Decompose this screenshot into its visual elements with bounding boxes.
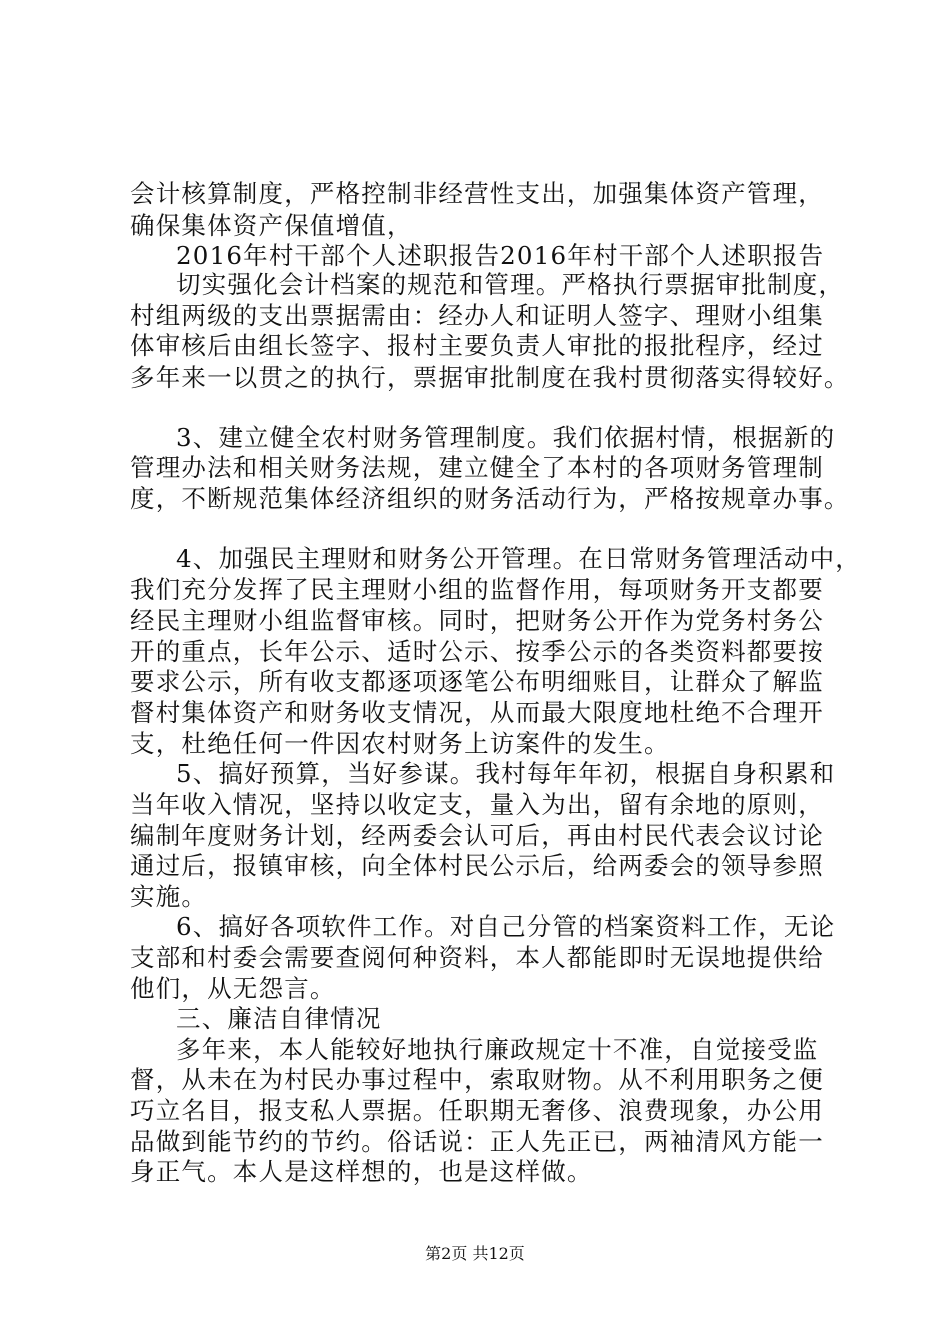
text-line: 6、搞好各项软件工作。对自己分管的档案资料工作，无论	[176, 912, 836, 941]
text-line: 多年来一以贯之的执行，票据审批制度在我村贯彻落实得较好。	[130, 363, 850, 392]
text-line: 身正气。本人是这样想的，也是这样做。	[130, 1157, 593, 1186]
text-line: 实施。	[130, 882, 208, 911]
text-line: 村组两级的支出票据需由：经办人和证明人签字、理财小组集	[130, 301, 824, 330]
text-line: 2016年村干部个人述职报告2016年村干部个人述职报告	[176, 241, 825, 270]
text-line: 支部和村委会需要查阅何种资料，本人都能即时无误地提供给	[130, 943, 824, 972]
text-line: 督，从未在为村民办事过程中，索取财物。从不利用职务之便	[130, 1065, 824, 1094]
text-line: 会计核算制度，严格控制非经营性支出，加强集体资产管理，	[130, 179, 824, 208]
page-number-footer: 第2页 共12页	[425, 1244, 525, 1263]
text-line: 巧立名目，报支私人票据。任职期无奢侈、浪费现象，办公用	[130, 1096, 824, 1125]
text-line: 支，杜绝任何一件因农村财务上访案件的发生。	[130, 729, 670, 758]
text-line: 度，不断规范集体经济组织的财务活动行为，严格按规章办事。	[130, 484, 850, 513]
text-line: 管理办法和相关财务法规，建立健全了本村的各项财务管理制	[130, 453, 824, 482]
text-line: 切实强化会计档案的规范和管理。严格执行票据审批制度，	[176, 270, 845, 299]
text-line: 5、搞好预算，当好参谋。我村每年年初，根据自身积累和	[176, 759, 836, 788]
text-line: 我们充分发挥了民主理财小组的监督作用，每项财务开支都要	[130, 575, 824, 604]
text-line: 当年收入情况，坚持以收定支，量入为出，留有余地的原则，	[130, 790, 824, 819]
text-line: 他们，从无怨言。	[130, 974, 336, 1003]
text-line: 体审核后由组长签字、报村主要负责人审批的报批程序，经过	[130, 331, 824, 360]
section-heading: 三、廉洁自律情况	[176, 1004, 382, 1033]
text-line: 开的重点，长年公示、适时公示、按季公示的各类资料都要按	[130, 637, 824, 666]
text-line: 4、加强民主理财和财务公开管理。在日常财务管理活动中，	[176, 544, 861, 573]
text-line: 编制年度财务计划，经两委会认可后，再由村民代表会议讨论	[130, 821, 824, 850]
text-line: 经民主理财小组监督审核。同时，把财务公开作为党务村务公	[130, 606, 824, 635]
text-line: 3、建立健全农村财务管理制度。我们依据村情，根据新的	[176, 423, 836, 452]
text-line: 确保集体资产保值增值，	[130, 211, 413, 240]
text-line: 督村集体资产和财务收支情况，从而最大限度地杜绝不合理开	[130, 698, 824, 727]
text-line: 要求公示，所有收支都逐项逐笔公布明细账目，让群众了解监	[130, 667, 824, 696]
text-line: 通过后，报镇审核，向全体村民公示后，给两委会的领导参照	[130, 851, 824, 880]
text-line: 品做到能节约的节约。俗话说：正人先正已，两袖清风方能一	[130, 1127, 824, 1156]
text-line: 多年来，本人能较好地执行廉政规定十不准，自觉接受监	[176, 1035, 819, 1064]
